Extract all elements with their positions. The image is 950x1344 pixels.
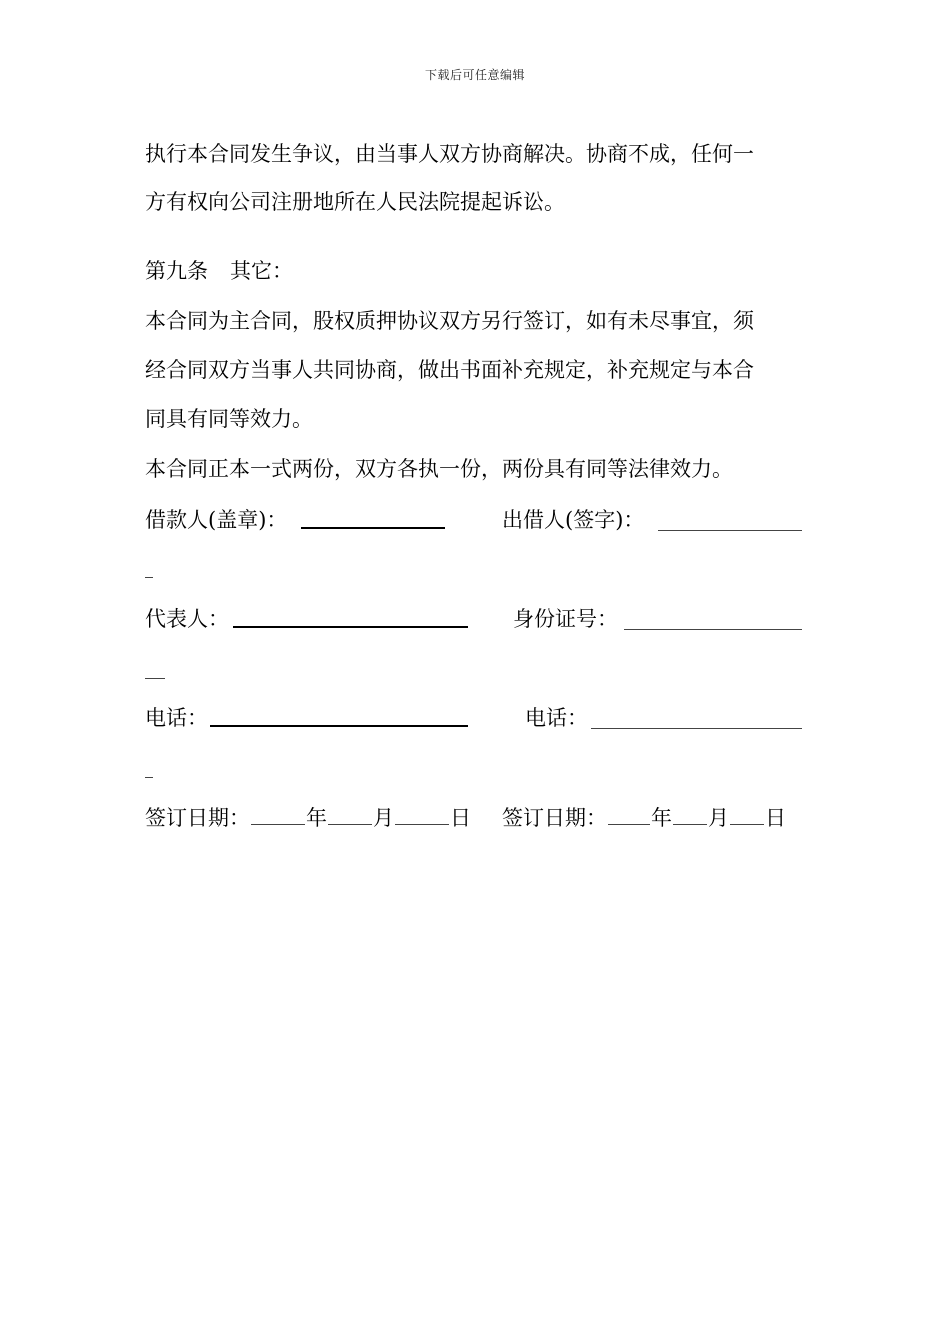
paragraph-copies: 本合同正本一式两份，双方各执一份，两份具有同等法律效力。	[145, 457, 733, 481]
paragraph-main-contract-line-1: 本合同为主合同，股权质押协议双方另行签订，如有未尽事宜，须	[145, 309, 754, 333]
lender-signature-blank[interactable]	[658, 530, 802, 531]
representative-label: 代表人：	[145, 607, 229, 631]
lender-label: 出借人(签字)：	[502, 508, 645, 532]
borrower-label: 借款人(盖章)：	[145, 508, 288, 532]
id-number-label: 身份证号：	[513, 607, 618, 631]
phone-label-right: 电话：	[525, 706, 588, 730]
sign-date-right-day-blank[interactable]	[730, 824, 764, 825]
id-number-blank-overflow	[145, 678, 165, 679]
article-title: 其它：	[230, 259, 293, 283]
sign-date-left-day-blank[interactable]	[395, 824, 449, 825]
phone-blank-right-overflow	[145, 777, 153, 778]
sign-date-left-year-blank[interactable]	[251, 824, 305, 825]
paragraph-main-contract-line-2: 经合同双方当事人共同协商，做出书面补充规定，补充规定与本合	[145, 358, 754, 382]
paragraph-dispute-line-2: 方有权向公司注册地所在人民法院提起诉讼。	[145, 190, 565, 214]
id-number-blank[interactable]	[624, 629, 802, 630]
sign-date-right-month-blank[interactable]	[673, 824, 707, 825]
year-label-left: 年	[306, 806, 327, 830]
phone-blank-left[interactable]	[210, 725, 468, 727]
page-header: 下载后可任意编辑	[424, 68, 525, 82]
year-label-right: 年	[651, 806, 672, 830]
sign-date-label-right: 签订日期：	[502, 806, 607, 830]
day-label-right: 日	[765, 806, 786, 830]
phone-label-left: 电话：	[145, 706, 208, 730]
borrower-signature-blank[interactable]	[301, 527, 445, 529]
month-label-right: 月	[708, 806, 729, 830]
sign-date-left-month-blank[interactable]	[328, 824, 372, 825]
paragraph-main-contract-line-3: 同具有同等效力。	[145, 407, 313, 431]
representative-blank[interactable]	[233, 626, 468, 628]
sign-date-left	[145, 805, 471, 831]
lender-signature-blank-overflow	[145, 577, 153, 578]
paragraph-dispute-line-1: 执行本合同发生争议，由当事人双方协商解决。协商不成，任何一	[145, 142, 754, 166]
sign-date-right	[502, 805, 786, 831]
sign-date-right-year-blank[interactable]	[608, 824, 650, 825]
day-label-left: 日	[450, 806, 471, 830]
article-number: 第九条	[145, 259, 208, 283]
sign-date-label-left: 签订日期：	[145, 806, 250, 830]
month-label-left: 月	[373, 806, 394, 830]
article-9-heading	[145, 258, 293, 284]
phone-blank-right[interactable]	[591, 728, 802, 729]
